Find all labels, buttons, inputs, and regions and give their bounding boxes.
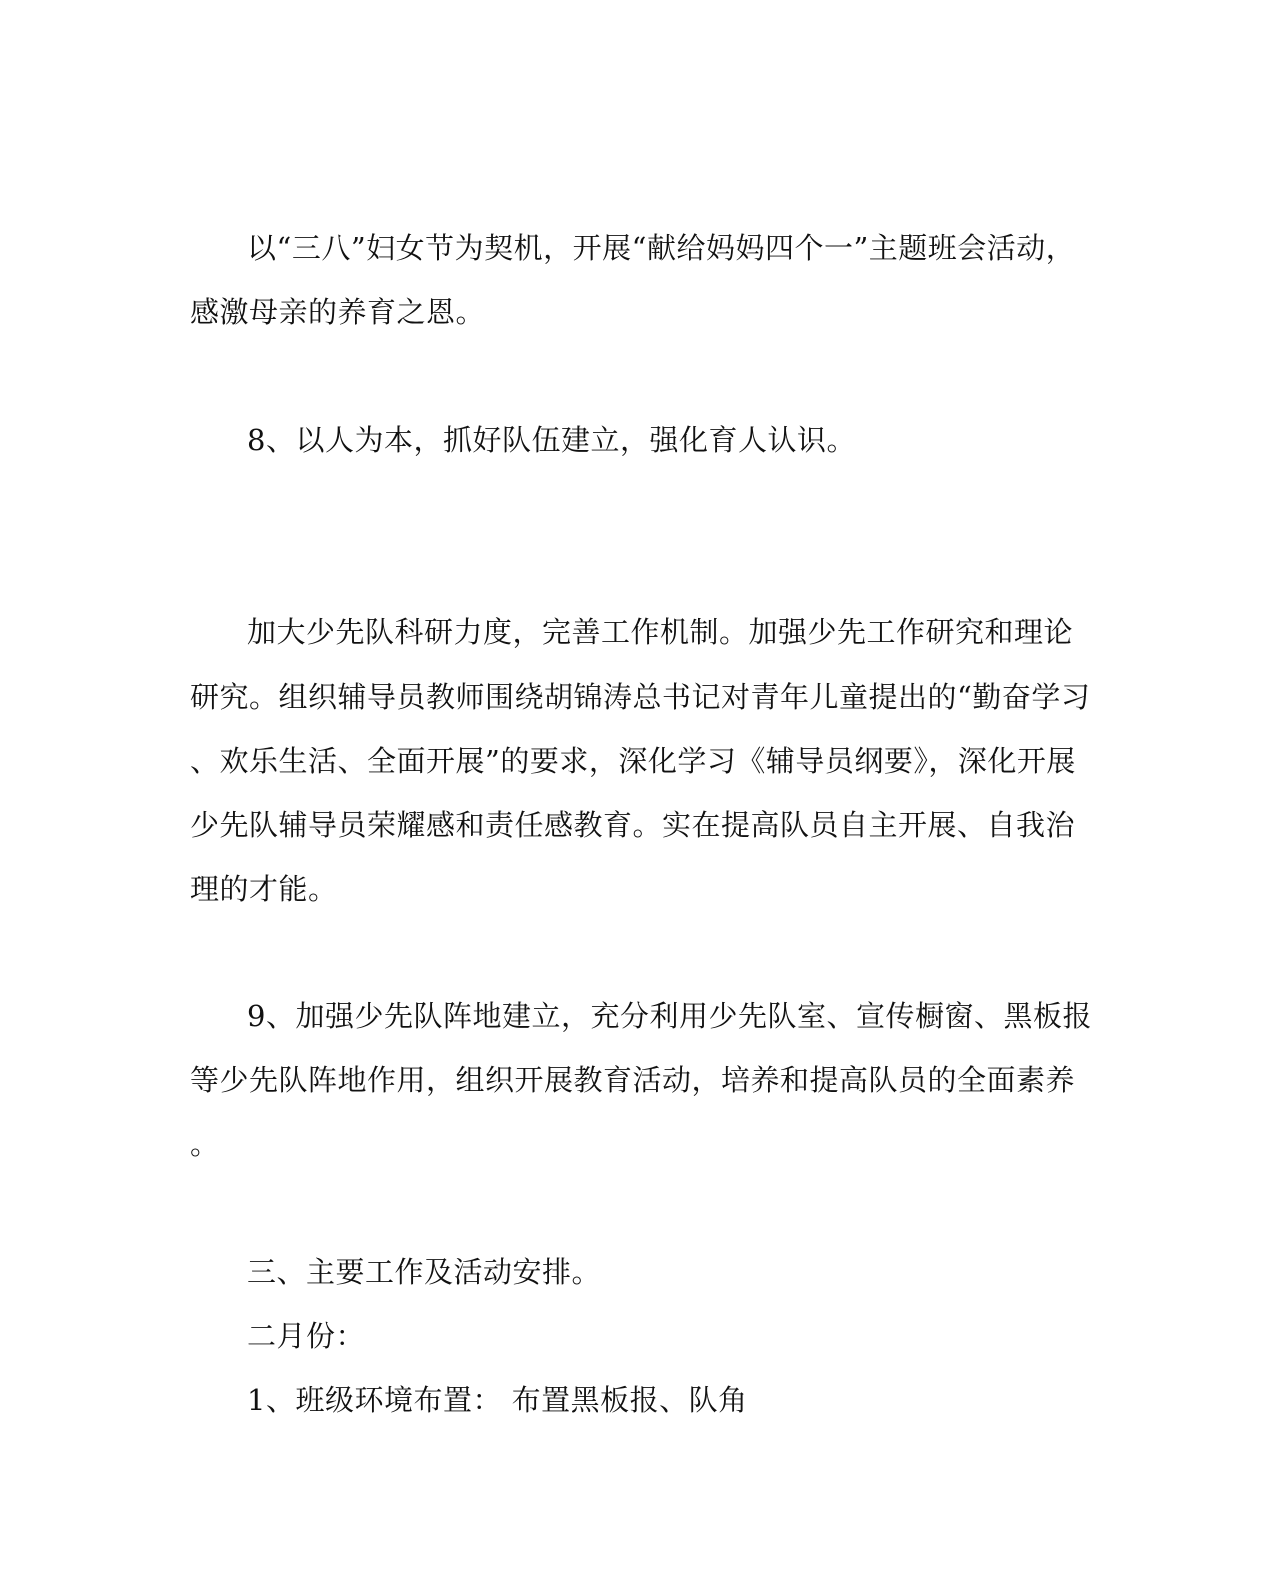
paragraph-line: 。: [190, 1127, 220, 1161]
paragraph-line: 等少先队阵地作用，组织开展教育活动，培养和提高队员的全面素养: [190, 1063, 1076, 1097]
paragraph-line: 理的才能。: [190, 872, 338, 906]
paragraph-line: 研究。组织辅导员教师围绕胡锦涛总书记对青年儿童提出的“勤奋学习: [190, 680, 1091, 714]
paragraph-line: 、欢乐生活、全面开展”的要求，深化学习《辅导员纲要》，深化开展: [190, 744, 1076, 778]
paragraph-line: 以“三八”妇女节为契机，开展“献给妈妈四个一”主题班会活动，: [247, 231, 1076, 265]
paragraph-line: 9、加强少先队阵地建立，充分利用少先队室、宣传橱窗、黑板报: [247, 999, 1092, 1033]
paragraph-line: 8、以人为本，抓好队伍建立，强化育人认识。: [247, 423, 856, 457]
month-heading: 二月份：: [247, 1319, 366, 1353]
list-item: 1、班级环境布置： 布置黑板报、队角: [247, 1383, 748, 1417]
paragraph-line: 少先队辅导员荣耀感和责任感教育。实在提高队员自主开展、自我治: [190, 808, 1076, 842]
paragraph-line: 加大少先队科研力度，完善工作机制。加强少先工作研究和理论: [247, 615, 1074, 649]
section-heading: 三、主要工作及活动安排。: [247, 1255, 602, 1289]
paragraph-line: 感激母亲的养育之恩。: [190, 295, 486, 329]
